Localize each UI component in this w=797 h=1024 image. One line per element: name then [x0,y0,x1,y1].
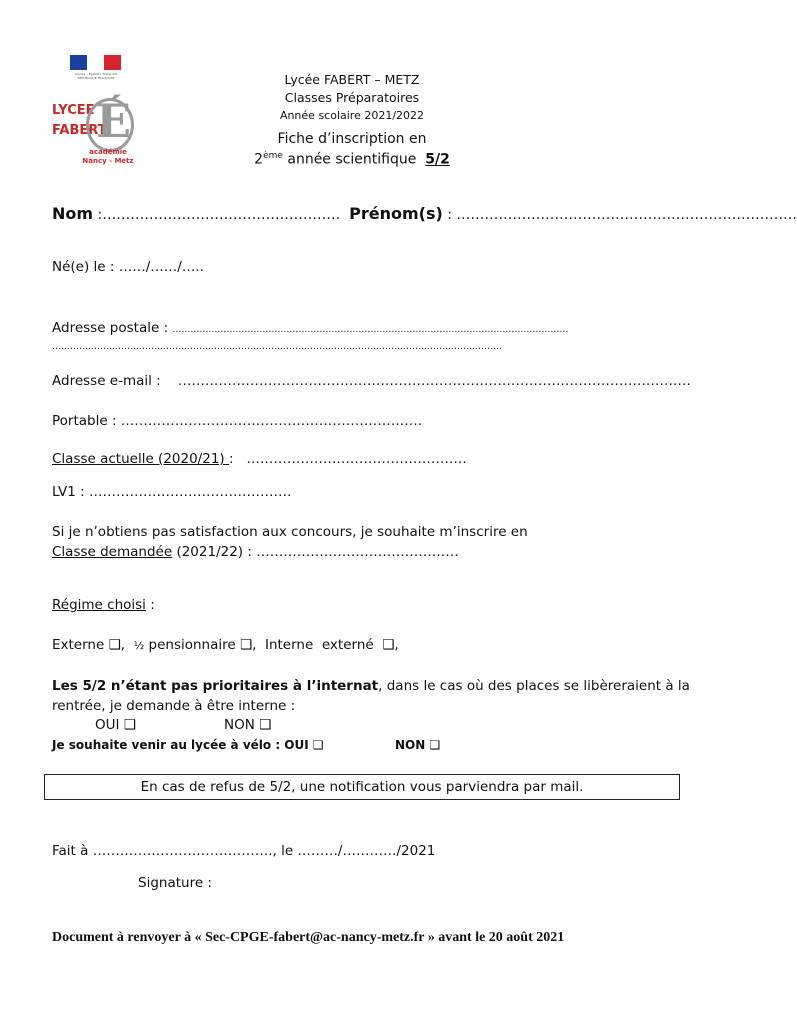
internat-oui-checkbox[interactable]: OUI ❑ [95,717,136,733]
header-line5: 2ème année scientifique 5/2 [254,151,450,168]
logo-lycee-word: LYCEE [52,103,95,118]
adresse-line[interactable]: Adresse postale : …………………………………………………………………………………………………………………… [52,320,569,336]
internat-line2: rentrée, je demande à être interne : [52,698,296,714]
velo-oui-checkbox[interactable]: Je souhaite venir au lycée à vélo : OUI ❑ [52,738,324,752]
signature-label: Signature : [138,875,212,891]
birthdate-line[interactable]: Né(e) le : ……/……/….. [52,259,204,275]
header-line3: Année scolaire 2021/2022 [279,109,425,122]
internat-line: Les 5/2 n’étant pas prioritaires à l’internat, dans le cas où des places se libèreraient à la [52,678,690,694]
logo-academie: académie Nancy - Metz [82,148,134,165]
regime-options[interactable]: Externe ❑, ½ pensionnaire ❑, Interne externé ❑, [52,637,399,653]
republique-text: Liberté • Égalité • Fraternité RÉPUBLIQUE FRANÇAISE [74,72,118,80]
footer-instruction: Document à renvoyer à « Sec-CPGE-fabert@ac-nancy-metz.fr » avant le 20 août 2021 [52,930,565,945]
logo-e-letter: É [96,94,132,148]
lycee-logo [48,50,143,170]
notice-box: En cas de refus de 5/2, une notification vous parviendra par mail. [44,774,680,800]
email-line[interactable]: Adresse e-mail : …………………………………………………………………………………………………… [52,373,691,389]
header-line2: Classes Préparatoires [284,90,420,105]
logo-fabert-word: FABERT [52,123,107,138]
adresse-line2[interactable]: …………………………………………………………………………………………………………………………………… [52,342,502,352]
regime-heading: Régime choisi : [52,597,155,613]
internat-non-checkbox[interactable]: NON ❑ [224,717,272,733]
velo-non-checkbox[interactable]: NON ❑ [395,738,441,752]
classe-actuelle-line[interactable]: Classe actuelle (2020/21) : …………………………………………. [52,451,467,467]
fait-a-line[interactable]: Fait à …………………………………., le ………/…………/2021 [52,843,436,859]
marianne-flag-icon [70,55,121,70]
lv1-line[interactable]: LV1 : ……………………………………… [52,484,292,500]
portable-line[interactable]: Portable : …………………………………………………………. [52,413,423,429]
header-line1: Lycée FABERT – METZ [284,72,420,87]
classe-demandee-line[interactable]: Classe demandée (2021/22) : ……………………………………… [52,544,459,560]
si-line: Si je n’obtiens pas satisfaction aux concours, je souhaite m’inscrire en [52,524,528,540]
nom-line[interactable]: Nom :…………………………………………… Prénom(s) : ………………………………………………………………. [52,204,797,223]
header-line4: Fiche d’inscription en [277,131,427,147]
